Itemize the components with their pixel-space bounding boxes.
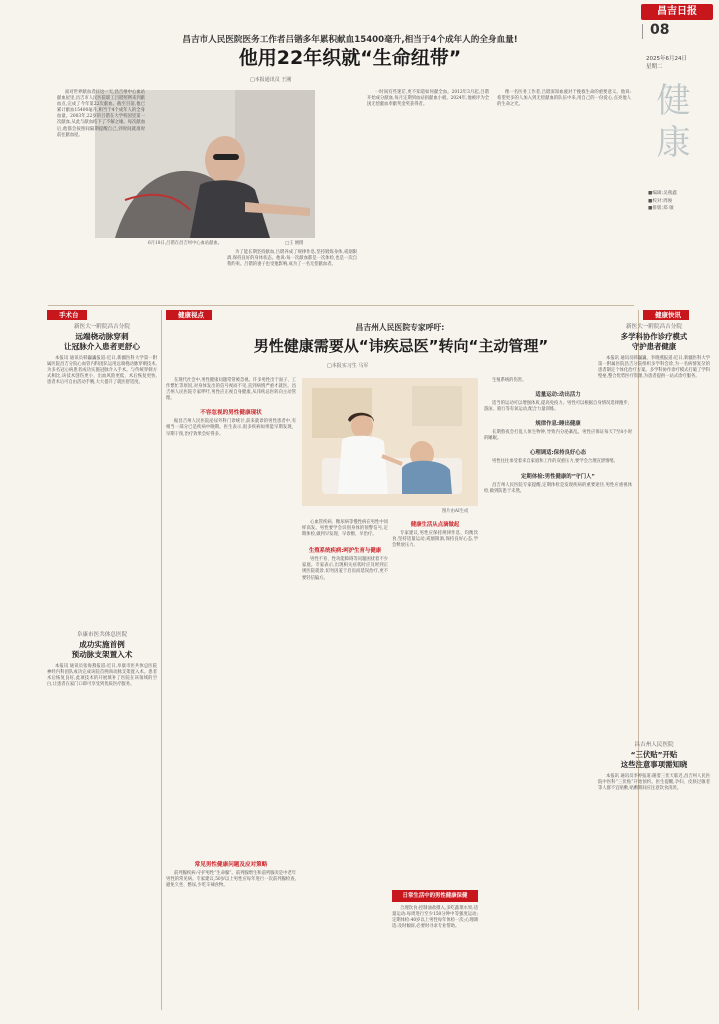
top-story-col3: 一时间有些迷茫,更不知道如何献全血。2012年3月起,吕锴开始成分献血,每月定期到血站捐献血小板。2024年,他被评为全国无偿献血奉献奖金奖获得者。 (367, 90, 489, 108)
image-caption: 图片由AI生成 (442, 509, 469, 514)
right-story2 (598, 740, 710, 792)
editor-line: ■校对:周俊 (648, 198, 673, 204)
subhead-4: 健康生活从点滴做起 (410, 522, 460, 528)
health-col-a (166, 378, 296, 438)
health-col-a2 (166, 860, 296, 889)
doctor-patient-illustration (302, 378, 478, 506)
top-story-divider (48, 305, 634, 306)
left-story2-kicker: 阜康市医共体总医院 (76, 632, 128, 638)
brand-name: 昌吉日报 (657, 6, 697, 17)
issue-date: 2025年6月24日 (646, 56, 687, 62)
section-tag-left: 手术台 (47, 310, 87, 320)
subhead-5: 日常生活中的男性健康保健 (402, 893, 468, 899)
sub3-text: 男性不育、性功能障碍等问题困扰着不少家庭。专家表示,出现相关症状时应及时到正规医院就诊,切勿因羞于启齿而延误治疗,更不要轻信偏方。 (302, 557, 388, 581)
subhead-1: 不容忽视的男性健康现状 (200, 410, 262, 417)
left-sidebar-story2 (47, 630, 157, 688)
mid-text: 心血管疾病、糖尿病等慢性病在男性中同样高发。男性要学会识别身体的预警信号,定期体检,做到早发现、早诊断、早治疗。 (302, 520, 388, 538)
health-kicker: 昌吉州人民医院专家呼吁: (355, 323, 445, 332)
right1-text: 适当的运动可以增强体质,提高免疫力。男性可以根据自身情况选择跑步、游泳、骑行等有氧运动,配合力量训练。 (484, 401, 632, 413)
right-subhead-3: 心理调适:保持良好心态 (529, 450, 587, 457)
editor-line: ■编辑:吴燕鑫 (648, 191, 677, 196)
sub5-text: 合理饮食:控制油盐摄入,多吃蔬菜水果;适量运动:每周进行至少150分钟中等强度运动;定期体检:40岁以上男性每年体检一次;心理调适:及时倾诉,必要时寻求专业帮助。 (392, 906, 478, 930)
page-number: 08 (650, 22, 670, 38)
left-story1-kicker: 新医大一附院昌吉分院 (74, 324, 130, 330)
health-headline: 男性健康需要从“讳疾忌医”转向“主动管理” (253, 337, 549, 355)
top-story-col2: 为了能长期坚持献血,吕锴养成了规律作息,坚持锻炼身体,戒烟限酒,保持良好的身体状态。他说:每一次献血都是一次体检,也是一次自我约束。吕锴的妻子也受他影响,成为了一名无偿献血者。 (227, 250, 357, 268)
health-col-c (392, 520, 478, 549)
left-column-rule (161, 310, 162, 1010)
page-number-box (642, 24, 643, 39)
sub1-text: 据昌吉州人民医院泌尿外科门诊统计,前来就诊的男性患者中,有相当一部分已是疾病中晚期。医生表示,很多疾病如果能早期发现、早期干预,治疗效果会好得多。 (166, 419, 296, 437)
top-story-col1: 面对世界献血者日这一天,昌吉州中心血站献血屋里,昌吉市人民医院职工吕锴照例来到献血点,完成了今年第22次献血。截至目前,他已累计献血15400毫升,相当于4个成年人的全身血量。2003年,22岁的吕锴在大学校园里第一次献血,从此与献血结下了不解之缘。每次献血后,他都会按照间隔期提醒自己,到时间就准时前往献血屋。 (57, 90, 145, 138)
section-title-text: 健康 (650, 82, 690, 166)
top-story-headline: 他用22年织就“生命纽带” (238, 47, 462, 69)
issue-weekday: 星期二 (646, 64, 663, 70)
section-tag-right: 健康快讯 (643, 310, 689, 320)
subhead-2: 常见男性健康问题及应对策略 (194, 862, 268, 868)
left-story1-text: 本报讯 通讯员韩巍巍报道:近日,新疆医科大学第一附属医院昌吉分院心血管内科团队运用远端桡动脉穿刺技术,为多名冠心病患者成功实施冠脉介入手术。与传统穿刺方式相比,该技术创伤更小、出血风险更低、术后恢复更快,患者术后可自由活动手腕,大大提升了就医舒适度。 (47, 356, 157, 386)
health-intro: 在现代社会中,男性健康问题常常被忽视。许多男性出于面子、工作繁忙等原因,对身体发出的信号视而不见,直到病情严重才就医。昌吉州人民医院专家呼吁,男性应正视自身健康,从讳疾忌医转向主动管理。 (166, 378, 296, 402)
photo-credit: □王 刚摄 (285, 241, 304, 246)
left-story2-headline-1: 成功实施首例 (79, 640, 125, 649)
sub2-text: 前列腺疾病:守护男性“生命腺”。前列腺增生和前列腺炎是中老年男性的常见病。专家建议,50岁以上男性应每年进行一次前列腺检查,避免久坐、憋尿,少吃辛辣食物。 (166, 871, 296, 889)
right4-text: 昌吉州人民医院专家提醒,定期体检是发现疾病的重要途径,男性应重视体检,做到防患于未然。 (484, 482, 632, 494)
left-story2-text: 本报讯 通讯员张海燕报道:近日,阜康市医共体总医院神经内科团队成功完成该院首例颈动脉支架置入术。患者术后恢复良好,此项技术的开展填补了医院在该领域的空白,让患者在家门口即可享受到优质医疗服务。 (47, 664, 157, 688)
left-story1-headline-1: 远端桡动脉穿刺 (75, 332, 129, 341)
right3-text: 男性往往承受着来自家庭和工作的双重压力,要学会合理宣泄情绪。 (492, 459, 618, 465)
sub4-text: 专家建议,男性应保持规律作息、均衡饮食,坚持适量运动,戒烟限酒,保持良好心态,学会释放压力。 (392, 531, 478, 549)
right-column-rule (638, 310, 639, 1010)
section-tag-main: 健康视点 (166, 310, 212, 320)
health-col-b (302, 520, 388, 582)
health-byline: □本报实习生 马军 (327, 363, 369, 369)
right-story1-headline-1: 多学科协作诊疗模式 (620, 332, 688, 341)
health-col-d (484, 378, 632, 495)
right1: 生殖系统的伤害。 (492, 378, 527, 383)
right-story1-text: 本报讯 通讯员韩巍巍、李晓燕报道:近日,新疆医科大学第一附属医院昌吉分院组织多学科会诊,为一名病情复杂的患者制定个体化治疗方案。多学科协作诊疗模式打破了学科壁垒,整合优势医疗资源,为患者提供一站式诊疗服务。 (598, 356, 710, 380)
right-story2-text: 本报讯 通讯员李婷报道:随着三伏天临近,昌吉州人民医院中医科“三伏贴”开始预约。医生提醒,孕妇、皮肤过敏者等人群不宜贴敷,贴敷期间应注意饮食清淡。 (598, 774, 710, 792)
right-story1-headline-2: 守护患者健康 (631, 342, 677, 351)
ai-illustration (302, 378, 478, 506)
right2-text: 长期熬夜会打乱人体生物钟,导致内分泌紊乱。男性应保证每天7至8小时的睡眠。 (484, 430, 632, 442)
right-subhead-1: 适量运动:动出活力 (535, 392, 581, 399)
photo-caption: 6月18日,吕锴在昌吉州中心血站献血。 (148, 241, 223, 246)
section-title-vertical (650, 82, 690, 166)
left-story1-headline-2: 让冠脉介入患者更舒心 (64, 342, 140, 351)
top-story-col4: 像一名医务工作者,吕锴深知血液对于挽救生命的重要意义。他说:希望更多的人加入到无偿献血的队伍中来,用自己的一份爱心,点亮他人的生命之光。 (497, 90, 631, 108)
right-subhead-4: 定期体检:男性健康的“守门人” (521, 473, 595, 480)
right-story2-kicker: 昌吉州人民医院 (634, 742, 674, 748)
editor-line: ■排版:郑 敏 (648, 206, 674, 211)
left-sidebar (47, 322, 157, 386)
right-subhead-2: 规律作息:睡出健康 (535, 421, 581, 428)
subhead-3: 生殖系统疾病:呵护生育与健康 (308, 548, 382, 555)
top-story-byline: □本报通讯员 王刚 (250, 77, 292, 83)
left-story2-headline-2: 预动脉支架置入术 (71, 650, 133, 659)
right-story1 (598, 322, 710, 380)
top-story-kicker: 昌吉市人民医院医务工作者吕锴多年累积献血15400毫升,相当于4个成年人的全身血量! (182, 35, 518, 45)
right-story1-kicker: 新医大一附院昌吉分院 (626, 324, 682, 330)
editor-info (648, 190, 677, 213)
right-story2-headline-2: 这些注意事项需知晓 (620, 760, 688, 769)
right-story2-headline-1: “三伏贴”开贴 (630, 750, 678, 759)
